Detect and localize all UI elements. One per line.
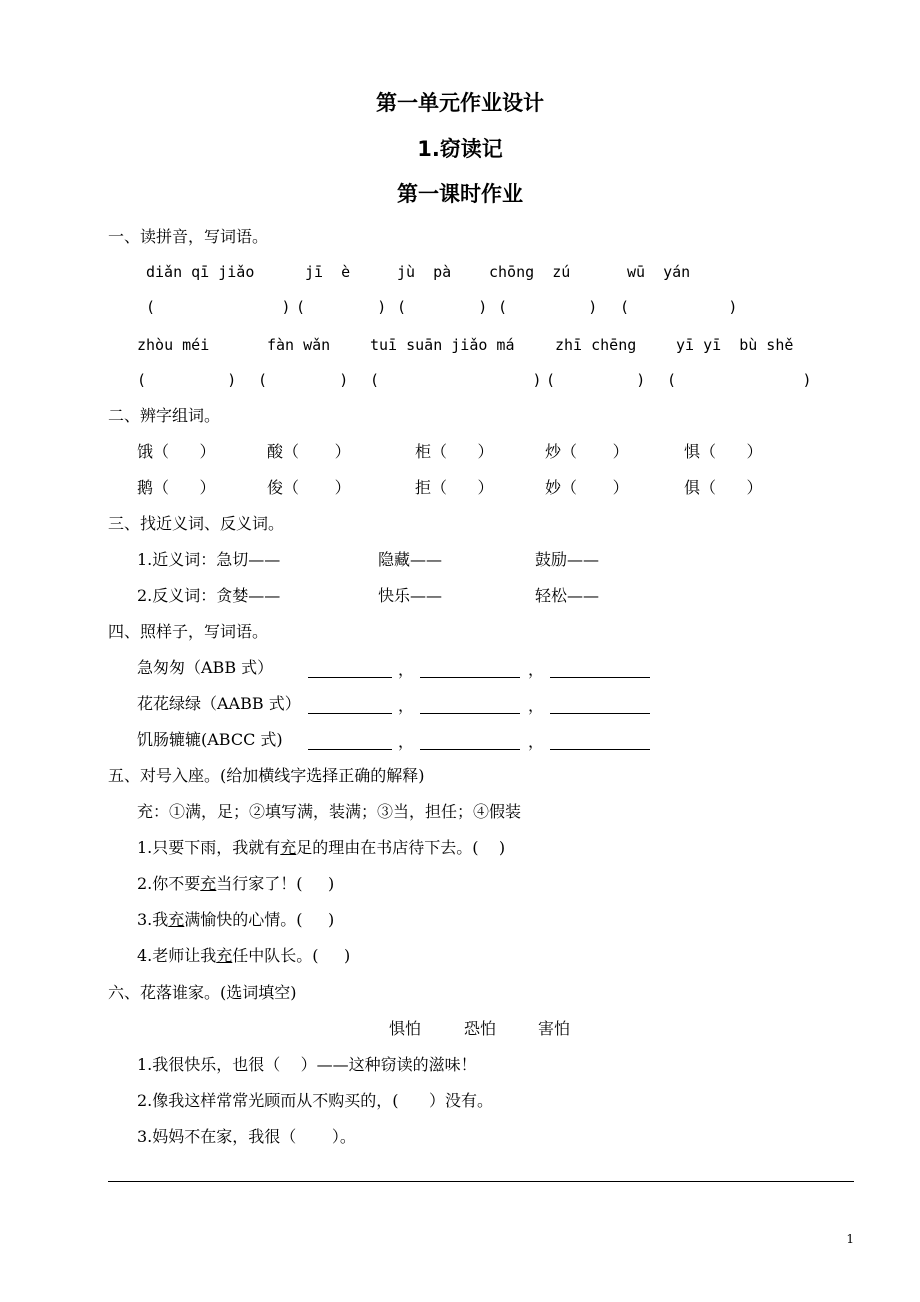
char-word-item[interactable]: 鹅（ ） (137, 478, 216, 497)
word-choice: 惧怕 (389, 1019, 422, 1038)
char-word-item[interactable]: 柜（ ） (415, 442, 494, 461)
definition-options: 充：①满，足；②填写满，装满；③当，担任；④假装 (137, 802, 522, 821)
answer-bracket[interactable]: ( ) (370, 371, 542, 389)
answer-blank[interactable] (550, 677, 650, 678)
char-word-item[interactable]: 俱（ ） (684, 478, 763, 497)
char-word-item[interactable]: 炒（ ） (545, 442, 629, 461)
lesson-subtitle: 第一课时作业 (397, 182, 523, 206)
pinyin-8: tuī suān jiǎo má (370, 336, 515, 354)
question-5-1[interactable]: 1.只要下雨，我就有充足的理由在书店待下去。( ) (137, 838, 506, 857)
pinyin-4: chōng zú (489, 263, 571, 281)
word-choice: 恐怕 (464, 1019, 497, 1038)
question-6-3[interactable]: 3.妈妈不在家，我很（ ）。 (137, 1127, 356, 1146)
comma: ， (398, 696, 415, 715)
answer-blank[interactable] (420, 749, 520, 750)
answer-bracket[interactable]: ( ) (397, 298, 488, 316)
synonym-label: 1.近义词：急切—— (137, 550, 281, 569)
answer-blank[interactable] (308, 713, 392, 714)
pinyin-5: wū yán (627, 263, 691, 281)
page-number: 1 (846, 1232, 854, 1246)
pattern-label: 急匆匆（ABB 式） (137, 658, 274, 677)
question-6-1[interactable]: 1.我很快乐，也很（ ）——这种窃读的滋味！ (137, 1055, 477, 1074)
question-5-2[interactable]: 2.你不要充当行家了！( ) (137, 874, 335, 893)
char-word-item[interactable]: 惧（ ） (684, 442, 763, 461)
pinyin-1: diǎn qī jiǎo (146, 263, 255, 281)
antonym-item[interactable]: 轻松—— (535, 586, 600, 605)
comma: ， (528, 696, 545, 715)
question-5-4[interactable]: 4.老师让我充任中队长。( ) (137, 946, 351, 965)
question-6-2[interactable]: 2.像我这样常常光顾而从不购买的，( ）没有。 (137, 1091, 494, 1110)
answer-blank[interactable] (420, 677, 520, 678)
antonym-label: 2.反义词：贪婪—— (137, 586, 281, 605)
footer-divider (108, 1181, 854, 1182)
unit-title: 第一单元作业设计 (376, 91, 544, 115)
comma: ， (528, 732, 545, 751)
question-5-3[interactable]: 3.我充满愉快的心情。( ) (137, 910, 335, 929)
answer-bracket[interactable]: ( ) (620, 298, 738, 316)
answer-bracket[interactable]: ( ) (546, 371, 646, 389)
char-word-item[interactable]: 酸（ ） (267, 442, 351, 461)
answer-blank[interactable] (308, 677, 392, 678)
answer-bracket[interactable]: ( ) (258, 371, 349, 389)
section-2-heading: 二、辨字组词。 (108, 406, 221, 425)
section-6-heading: 六、花落谁家。(选词填空) (108, 983, 297, 1002)
section-1-heading: 一、读拼音，写词语。 (108, 227, 269, 246)
pattern-label: 饥肠辘辘(ABCC 式) (137, 730, 283, 749)
synonym-item[interactable]: 鼓励—— (535, 550, 600, 569)
answer-bracket[interactable]: ( ) (137, 371, 237, 389)
char-word-item[interactable]: 饿（ ） (137, 442, 216, 461)
answer-blank[interactable] (550, 749, 650, 750)
lesson-title: 1.窃读记 (417, 137, 503, 161)
pinyin-7: fàn wǎn (267, 336, 331, 354)
answer-blank[interactable] (308, 749, 392, 750)
comma: ， (398, 732, 415, 751)
comma: ， (398, 660, 415, 679)
pattern-label: 花花绿绿（AABB 式） (137, 694, 301, 713)
answer-blank[interactable] (550, 713, 650, 714)
pinyin-3: jù pà (397, 263, 452, 281)
synonym-item[interactable]: 隐藏—— (378, 550, 443, 569)
word-choice: 害怕 (538, 1019, 571, 1038)
char-word-item[interactable]: 俊（ ） (267, 478, 351, 497)
section-3-heading: 三、找近义词、反义词。 (108, 514, 285, 533)
pinyin-10: yī yī bù shě (676, 336, 794, 354)
antonym-item[interactable]: 快乐—— (378, 586, 443, 605)
comma: ， (528, 660, 545, 679)
section-4-heading: 四、照样子，写词语。 (108, 622, 269, 641)
pinyin-6: zhòu méi (137, 336, 210, 354)
char-word-item[interactable]: 拒（ ） (415, 478, 494, 497)
pinyin-9: zhī chēng (555, 336, 637, 354)
answer-bracket[interactable]: ( ) (667, 371, 812, 389)
pinyin-2: jī è (305, 263, 351, 281)
char-word-item[interactable]: 妙（ ） (545, 478, 629, 497)
answer-bracket[interactable]: ( ) (498, 298, 598, 316)
section-5-heading: 五、对号入座。(给加横线字选择正确的解释) (108, 766, 425, 785)
answer-bracket[interactable]: ( ) (146, 298, 291, 316)
answer-bracket[interactable]: ( ) (296, 298, 387, 316)
answer-blank[interactable] (420, 713, 520, 714)
